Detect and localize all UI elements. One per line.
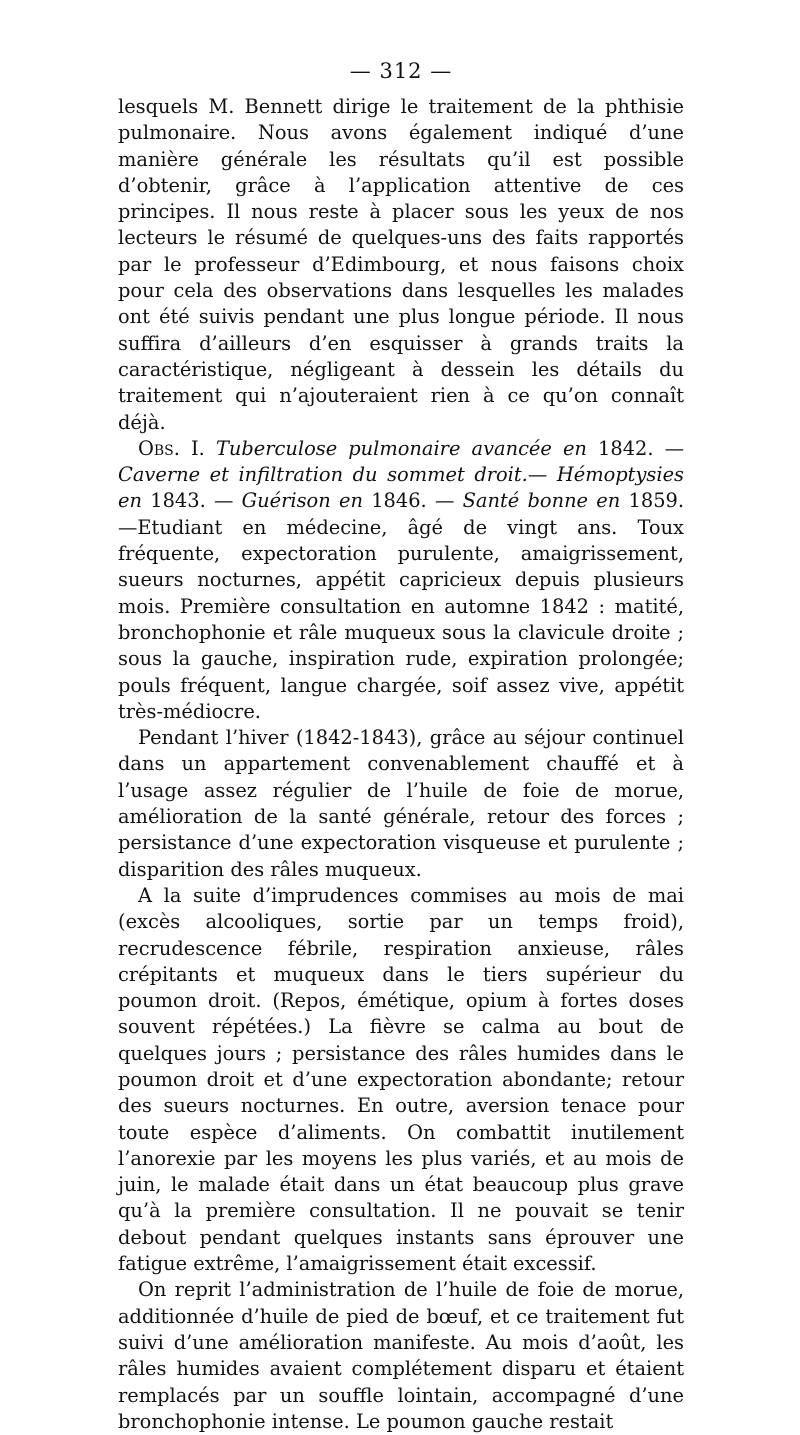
body-text <box>118 94 684 1435</box>
paragraph-observation <box>118 436 684 725</box>
observation-year-c: 1843. <box>150 489 206 513</box>
observation-sep-d: — <box>434 489 455 513</box>
observation-sep-c: — <box>214 489 234 513</box>
observation-year-a: 1842. <box>598 436 654 460</box>
observation-year-e: 1859. <box>628 489 685 513</box>
observation-text: Etudiant en médecine, âgé de vingt ans. Toux fréquente, expectoration purulente, amaigrissement, sueurs nocturnes, appétit capricieux depuis plusieurs mois. Première consultation en automne 1842 : matité, bronchophonie et râle muqueux sous la clavicule droite ; sous la gauche, inspiration rude, expiration prolongée; pouls fréquent, langue chargée, soif assez vive, appétit très-médiocre. <box>118 515 684 723</box>
page-number: — 312 — <box>349 59 453 83</box>
observation-title-d: Guérison en <box>241 489 363 513</box>
paragraph-treatment: On reprit l’administration de l’huile de foie de morue, additionnée d’huile de pied de bœuf, et ce traitement fut suivi d’une amélioration manifeste. Au mois d’août, les râles humides avaient complétement disparu et étaient remplacés par un souffle lointain, accompagné d’une bronchophonie intense. Le poumon gauche restait <box>118 1278 684 1433</box>
observation-title-b: Caverne et infiltration du sommet droit. <box>118 463 528 487</box>
paragraph-relapse: A la suite d’imprudences commises au mois de mai (excès alcooliques, sortie par un temps froid), recrudescence fébrile, respiration anxieuse, râles crépitants et muqueux dans le tiers supérieur du poumon droit. (Repos, émétique, opium à fortes doses souvent répétées.) La fièvre se calma au bout de quelques jours ; persistance des râles humides dans le poumon droit et d’une expectoration abondante; retour des sueurs nocturnes. En outre, aversion tenace pour toute espèce d’aliments. On combattit inutilement l’anorexie par les moyens les plus variés, et au mois de juin, le malade était dans un état beaucoup plus grave qu’à la première consultation. Il ne pouvait se tenir debout pendant quelques instants sans éprouver une fatigue extrême, l’amaigrissement était excessif. <box>118 883 684 1276</box>
paragraph-winter: Pendant l’hiver (1842-1843), grâce au séjour continuel dans un appartement convenablement chauffé et à l’usage assez régulier de l’huile de foie de morue, amélioration de la santé générale, retour des forces ; persistance d’une expectoration visqueuse et purulente ; disparition des râles muqueux. <box>118 726 684 881</box>
book-page <box>118 58 684 1435</box>
observation-title-a: Tuberculose pulmonaire avancée en <box>215 436 587 460</box>
observation-year-d: 1846. <box>371 489 427 513</box>
observation-label: Obs. I. <box>138 436 205 460</box>
paragraph-intro: lesquels M. Bennett dirige le traitement de la phthisie pulmonaire. Nous avons également indiqué d’une manière générale les résultats qu’il est possible d’obtenir, grâce à l’application attentive de ces principes. Il nous reste à placer sous les yeux de nos lecteurs le résumé de quelques-uns des faits rapportés par le professeur d’Edimbourg, et nous faisons choix pour cela des observations dans lesquelles les malades ont été suivis pendant une plus longue période. Il nous suffira d’ailleurs d’en esquisser à grands traits la caractéristique, négligeant à dessein les détails du traitement qui n’ajouteraient rien à ce qu’on connaît déjà. <box>118 95 684 434</box>
observation-title-c: Hémoptysies en <box>118 463 684 513</box>
observation-sep-e: — <box>118 515 138 539</box>
observation-title-e: Santé bonne en <box>462 489 621 513</box>
observation-sep-b: — <box>527 463 548 487</box>
observation-sep-a: — <box>664 436 685 460</box>
